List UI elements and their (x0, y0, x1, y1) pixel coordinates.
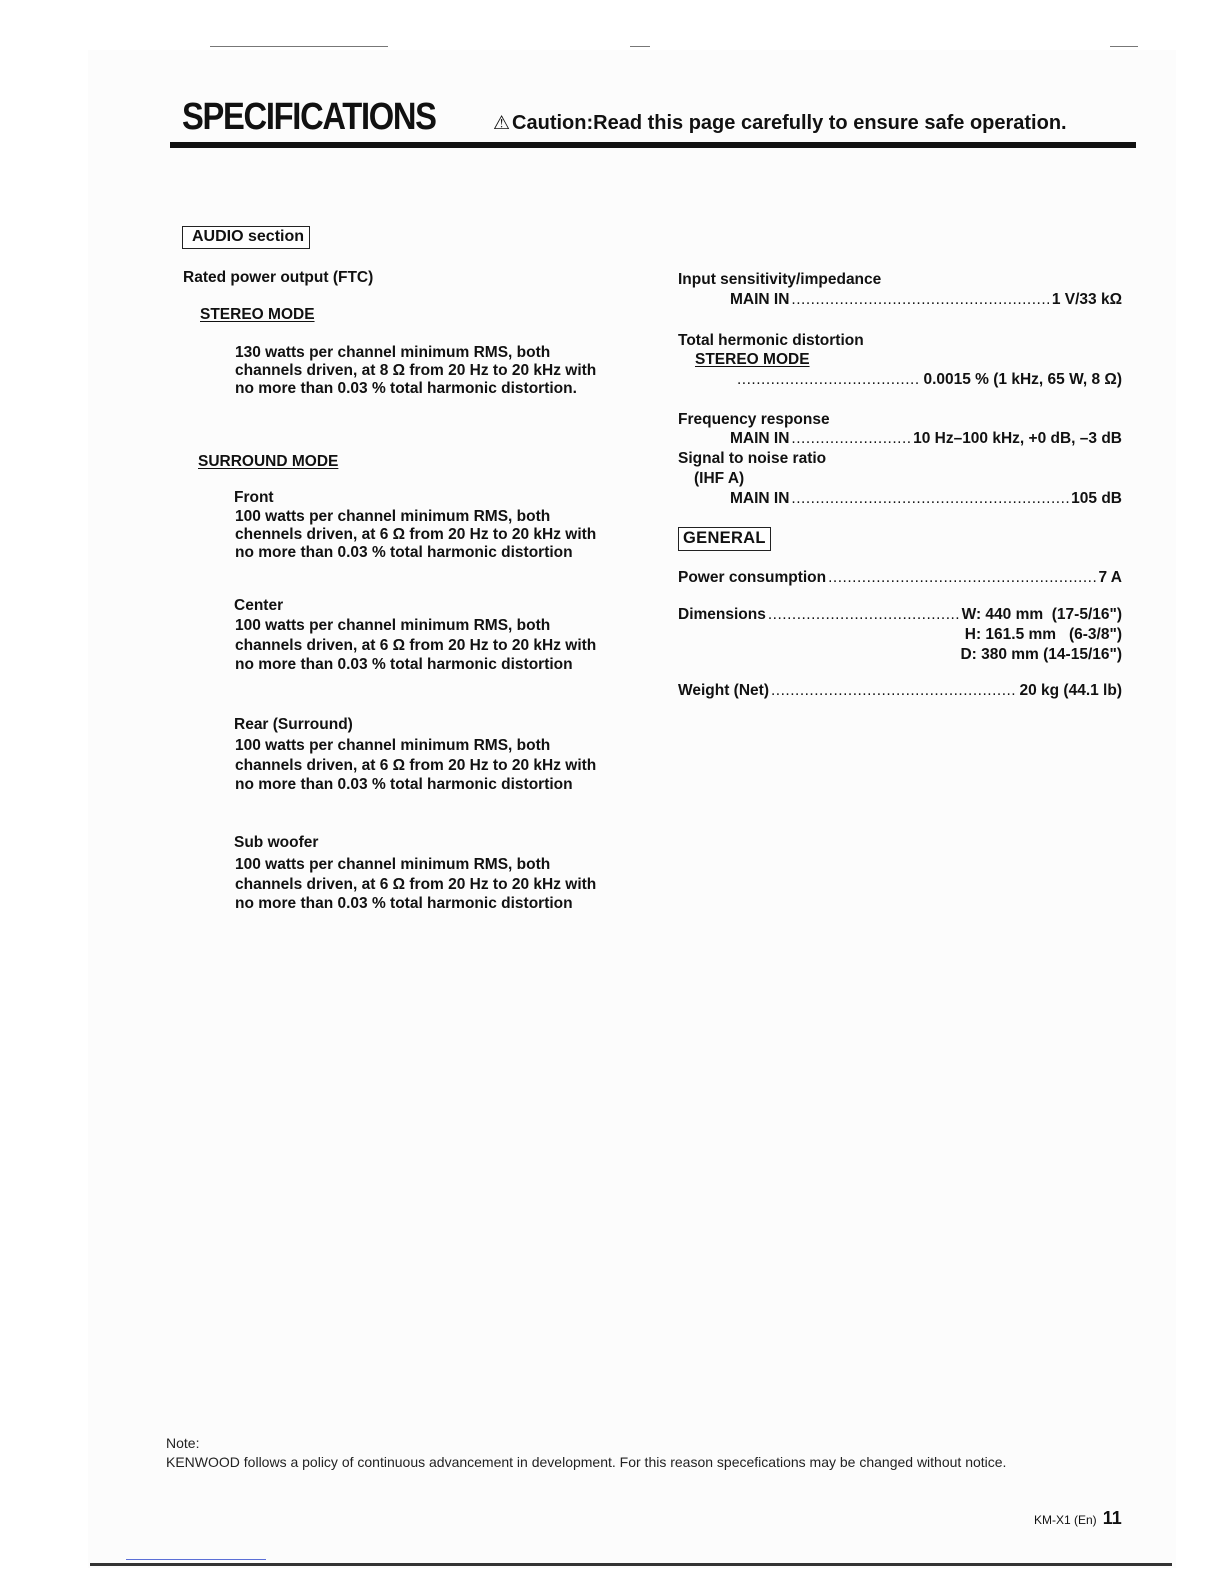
front-label: Front (234, 489, 274, 506)
page-number: 11 (1102, 1508, 1122, 1528)
stereo-power-text: 130 watts per channel minimum RMS, both channels driven, at 8 Ω from 20 Hz to 20 kHz with no more than 0.03 % total harmonic distortion. (235, 344, 597, 398)
leader-dots (737, 371, 921, 389)
center-power-text: 100 watts per channel minimum RMS, both channels driven, at 6 Ω from 20 Hz to 20 kHz with no more than 0.03 % total harmonic distortion (235, 617, 597, 673)
input-sensitivity-value: 1 V/33 kΩ (1051, 291, 1122, 308)
thd-row (735, 371, 1122, 389)
caution-text: Caution:Read this page carefully to ensure safe operation. (512, 112, 1067, 134)
leader-dots (771, 682, 1018, 700)
snr-heading: Signal to noise ratio (678, 450, 827, 467)
center-label: Center (234, 597, 284, 614)
thd-stereo-mode: STEREO MODE (695, 351, 810, 368)
surround-mode-heading: SURROUND MODE (198, 453, 339, 470)
main-in-label: MAIN IN (730, 291, 790, 308)
general-section-label: GENERAL (678, 527, 771, 551)
frequency-response-heading: Frequency response (678, 411, 830, 428)
rated-power-heading: Rated power output (FTC) (183, 269, 374, 286)
scan-artifact (630, 46, 650, 47)
sub-woofer-label: Sub woofer (234, 834, 319, 851)
input-sensitivity-heading: Input sensitivity/impedance (678, 271, 882, 288)
snr-value: 105 dB (1071, 490, 1122, 507)
bottom-rule (90, 1563, 1172, 1566)
rear-label: Rear (Surround) (234, 716, 353, 733)
main-in-label: MAIN IN (730, 430, 790, 447)
audio-section-label: AUDIO section (182, 226, 310, 249)
sub-woofer-power-text: 100 watts per channel minimum RMS, both channels driven, at 6 Ω from 20 Hz to 20 kHz with no more than 0.03 % total harmonic distortion (235, 856, 597, 912)
power-consumption-value: 7 A (1098, 569, 1122, 586)
snr-standard: (IHF A) (694, 470, 745, 487)
snr-row (730, 490, 1122, 508)
weight-row (678, 682, 1122, 700)
front-power-text: 100 watts per channel minimum RMS, both chennels driven, at 6 Ω from 20 Hz to 20 kHz with no more than 0.03 % total harmonic distortion (235, 508, 597, 562)
scan-artifact (210, 46, 388, 47)
thd-heading: Total hermonic distortion (678, 332, 864, 349)
rear-power-text: 100 watts per channel minimum RMS, both channels driven, at 6 Ω from 20 Hz to 20 kHz with no more than 0.03 % total harmonic distortion (235, 737, 597, 793)
dimension-depth: D: 380 mm (14-15/16") (960, 646, 1122, 663)
note-text: KENWOOD follows a policy of continuous advancement in development. For this reason specefications may be changed without notice. (166, 1454, 1007, 1470)
leader-dots (791, 490, 1069, 508)
dimension-height: H: 161.5 mm (6-3/8") (964, 626, 1122, 643)
leader-dots (828, 569, 1096, 587)
leader-dots (791, 430, 911, 448)
note-label: Note: (166, 1435, 200, 1451)
thd-value: 0.0015 % (1 kHz, 65 W, 8 Ω) (923, 371, 1122, 388)
dimensions-label: Dimensions (678, 606, 766, 623)
power-consumption-row (678, 569, 1122, 587)
frequency-response-row (730, 430, 1122, 448)
page-footer (1034, 1508, 1122, 1529)
scan-artifact (1110, 46, 1138, 47)
leader-dots (768, 606, 960, 624)
page-title: SPECIFICATIONS (182, 96, 436, 138)
stereo-mode-heading: STEREO MODE (200, 306, 315, 323)
power-consumption-label: Power consumption (678, 569, 827, 586)
input-sensitivity-row (730, 291, 1122, 309)
scan-artifact (126, 1559, 266, 1560)
warning-triangle-icon: ⚠ (493, 113, 511, 134)
main-in-label: MAIN IN (730, 490, 790, 507)
leader-dots (791, 291, 1049, 309)
weight-value: 20 kg (44.1 lb) (1019, 682, 1122, 699)
dimensions-row (678, 606, 1122, 624)
frequency-response-value: 10 Hz–100 kHz, +0 dB, –3 dB (913, 430, 1122, 447)
header-rule (170, 142, 1136, 148)
dimension-width: W: 440 mm (17-5/16") (961, 606, 1122, 623)
weight-label: Weight (Net) (678, 682, 769, 699)
model-label: KM-X1 (En) (1034, 1513, 1097, 1527)
caution-banner (493, 112, 1067, 135)
